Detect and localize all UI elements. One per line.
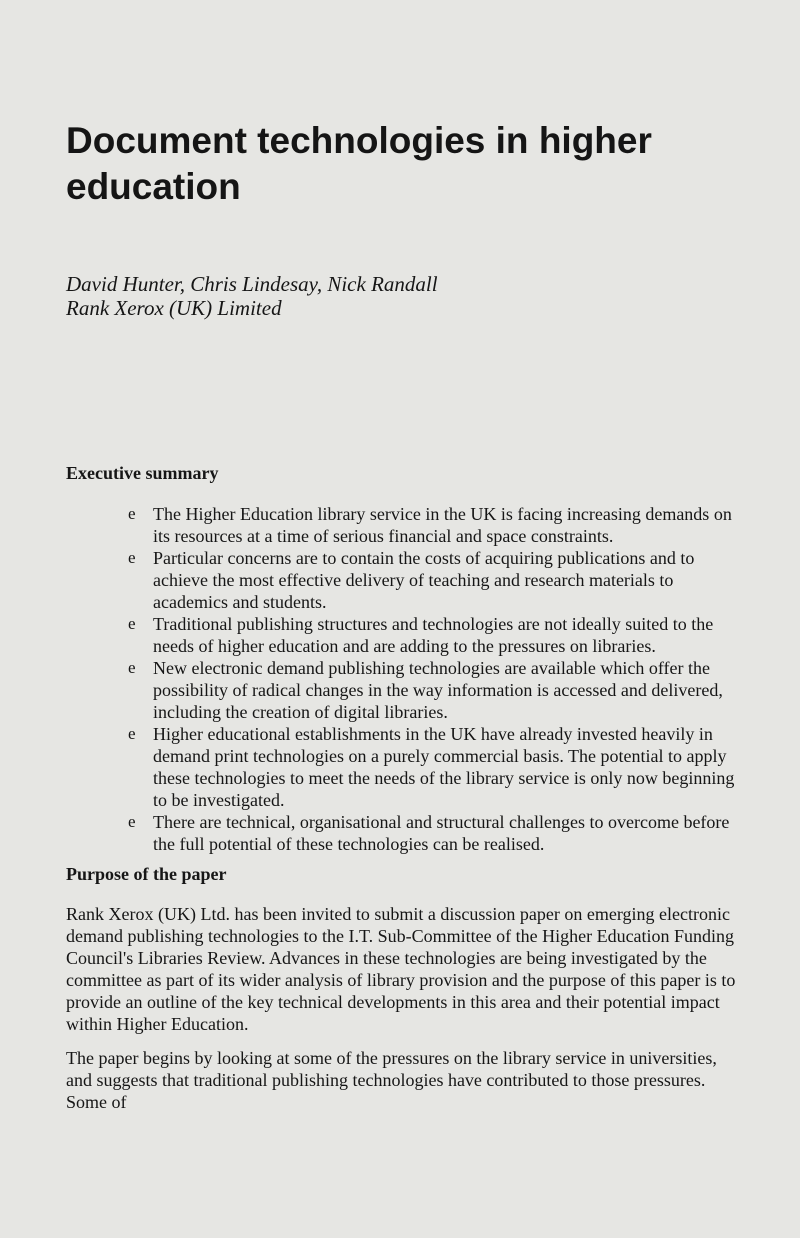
bullet-marker: e: [128, 548, 136, 567]
summary-item-text: New electronic demand publishing technologies are available which offer the possibility of radical changes in the way information is accessed and delivered, including the creation of digital libraries.: [153, 658, 723, 722]
purpose-heading: Purpose of the paper: [66, 864, 227, 884]
summary-item: [66, 723, 746, 811]
document-title: [66, 118, 746, 210]
bullet-marker: e: [128, 812, 136, 831]
summary-item: [66, 613, 746, 657]
summary-item-text: Traditional publishing structures and technologies are not ideally suited to the needs of higher education and are adding to the pressures on libraries.: [153, 614, 714, 656]
author-names: David Hunter, Chris Lindesay, Nick Randall: [66, 272, 438, 296]
bullet-marker: e: [128, 614, 136, 633]
title-line-1: Document technologies in higher: [66, 120, 652, 161]
author-affiliation: Rank Xerox (UK) Limited: [66, 296, 282, 320]
executive-summary-heading: Executive summary: [66, 463, 219, 483]
title-line-2: education: [66, 166, 241, 207]
summary-item: [66, 657, 746, 723]
bullet-marker: e: [128, 658, 136, 677]
purpose-paragraph-2: The paper begins by looking at some of the pressures on the library service in universities, and suggests that traditional publishing technologies have contributed to those pressures. Some of: [66, 1048, 717, 1112]
executive-summary-list: [66, 503, 746, 855]
bullet-marker: e: [128, 504, 136, 523]
author-block: [66, 272, 746, 320]
summary-item: [66, 811, 746, 855]
summary-item-text: Particular concerns are to contain the costs of acquiring publications and to achieve the most effective delivery of teaching and research materials to academics and students.: [153, 548, 695, 612]
summary-item: [66, 547, 746, 613]
bullet-marker: e: [128, 724, 136, 743]
summary-item-text: The Higher Education library service in the UK is facing increasing demands on its resources at a time of serious financial and space constraints.: [153, 504, 732, 546]
summary-item: [66, 503, 746, 547]
purpose-paragraph-1: Rank Xerox (UK) Ltd. has been invited to submit a discussion paper on emerging electronic demand publishing technologies to the I.T. Sub-Committee of the Higher Education Funding Council's Libraries Review. Advances in these technologies are being investigated by the committee as part of its wider analysis of library provision and the purpose of this paper is to provide an outline of the key technical developments in this area and their potential impact within Higher Education.: [66, 904, 736, 1034]
summary-item-text: Higher educational establishments in the UK have already invested heavily in demand print technologies on a purely commercial basis. The potential to apply these technologies to meet the needs of the library service is only now beginning to be investigated.: [153, 724, 735, 810]
summary-item-text: There are technical, organisational and structural challenges to overcome before the full potential of these technologies can be realised.: [153, 812, 730, 854]
